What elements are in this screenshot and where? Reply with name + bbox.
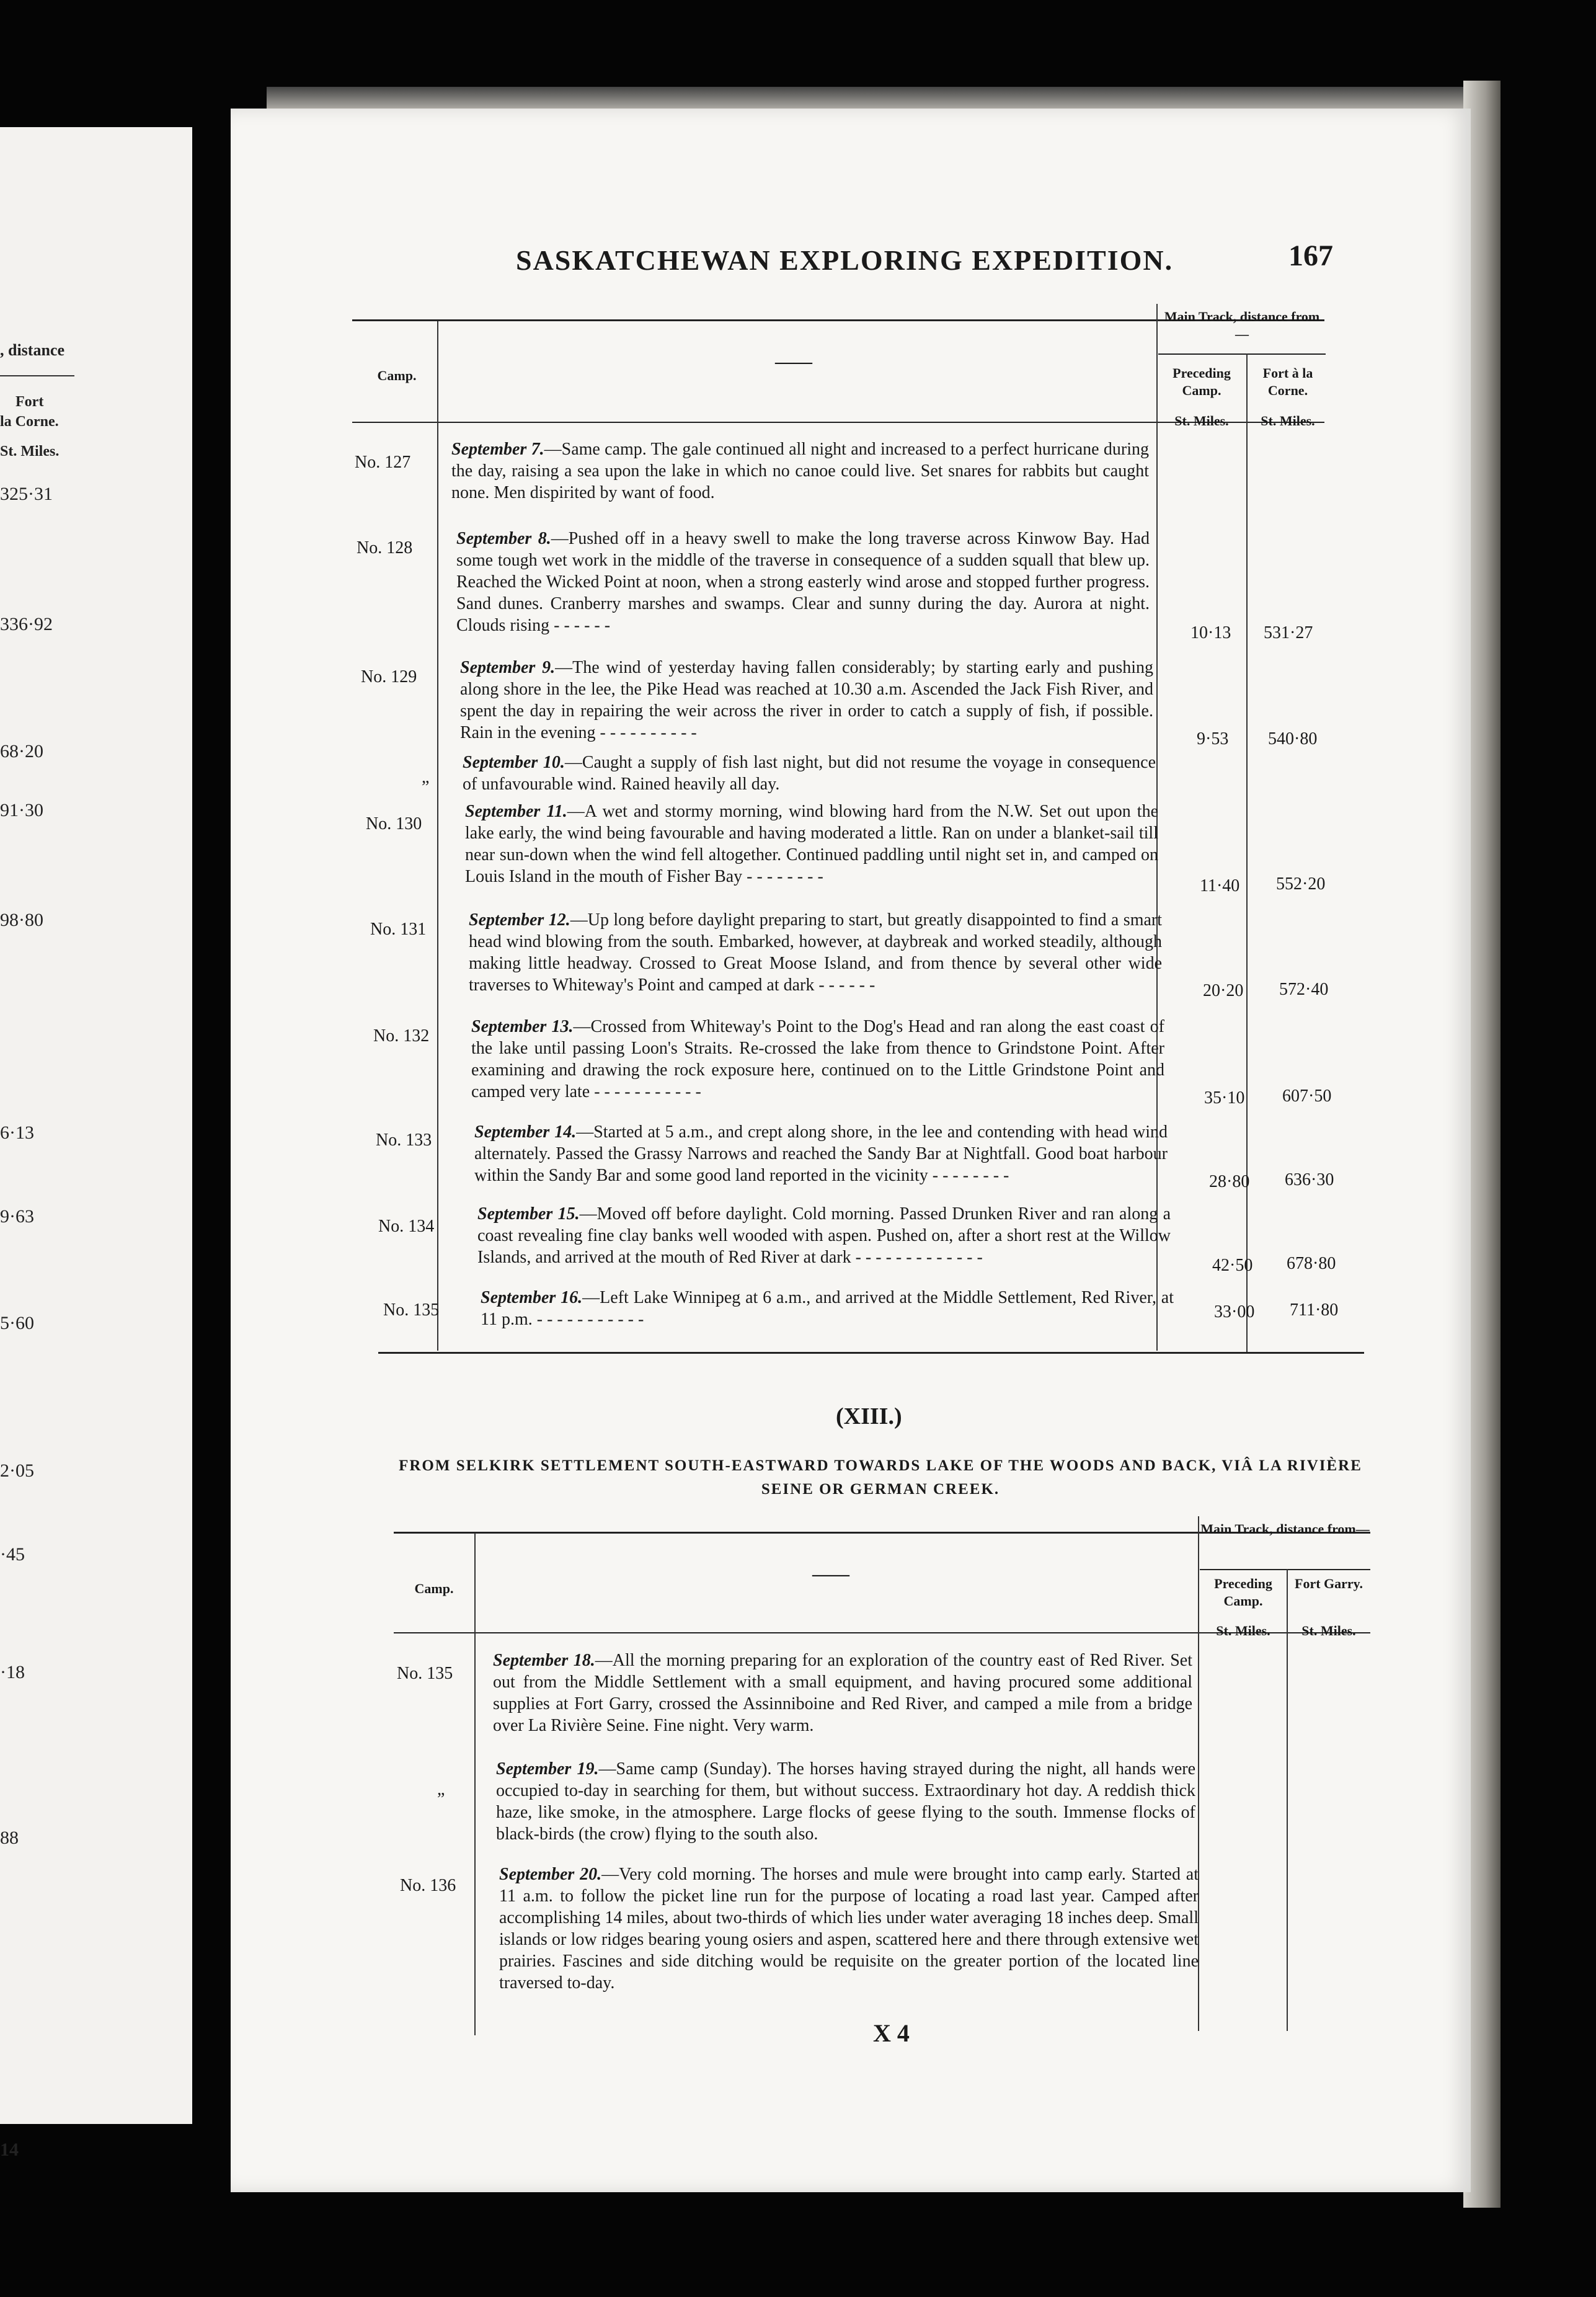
left-value: 98·80: [0, 910, 43, 930]
entry-text: —Same camp. The gale continued all night and increased to a perfect hurricane during the day, raising a sea upon the lake in which no canoe could live. Set snares for rabbits but caught none. Men dispirited by want of food.: [451, 440, 1149, 502]
left-value: 2·05: [0, 1460, 34, 1481]
table1-row-camp: No. 128: [357, 538, 413, 558]
entry-date: September 15.: [477, 1204, 580, 1224]
table2-unit-preceding: St. Miles.: [1216, 1623, 1270, 1638]
table1-unit-preceding: St. Miles.: [1174, 413, 1229, 429]
table1-row-fort: 678·80: [1287, 1254, 1336, 1273]
entry-date: September 11.: [465, 802, 567, 821]
left-value: 91·30: [0, 800, 43, 820]
table1-row-camp: No. 133: [376, 1131, 432, 1150]
table1-bottom-rule: [378, 1352, 1364, 1354]
table1-row-preceding: 33·00: [1214, 1302, 1255, 1322]
table1-row-entry: [460, 657, 1153, 744]
table2-row-camp: No. 135: [397, 1664, 453, 1683]
entry-date: September 14.: [474, 1122, 577, 1142]
table2-unit-fort: St. Miles.: [1301, 1623, 1356, 1638]
left-value: ·18: [0, 1662, 25, 1682]
table1-row-fort: 552·20: [1276, 874, 1326, 894]
left-header-fragment: , distance: [0, 341, 64, 359]
table1-row-entry: [481, 1287, 1174, 1330]
table2-col-camp: Camp.: [414, 1581, 454, 1596]
table1-row-entry: [463, 752, 1156, 795]
entry-date: September 13.: [471, 1017, 574, 1036]
table1-row-camp: No. 131: [370, 920, 427, 939]
page-top-edge: [267, 87, 1476, 112]
table1-row-preceding: 42·50: [1212, 1256, 1253, 1275]
table1-col-desc: ——: [775, 352, 812, 372]
left-value: 5·60: [0, 1313, 34, 1333]
entry-text: —Caught a supply of fish last night, but did not resume the voyage in consequence of unfavourable wind. Rained heavily all day.: [463, 753, 1156, 794]
entry-text: —Crossed from Whiteway's Point to the Dog's Head and ran along the east coast of the lake until passing Loon's Straits. Re-crossed the lake from thence to Grindstone Point. After examining and drawing the rock exposure here, continued on to the Little Grindstone Point and camped very late - - - - - - - - - - -: [471, 1017, 1165, 1101]
table1-maintrack-rule: [1158, 353, 1326, 355]
entry-text: —Pushed off in a heavy swell to make the long traverse across Kinwow Bay. Had some tough wet work in the middle of the traverse in consequence of a sudden squall that blew up. Reached the Wicked Point at noon, when a strong easterly wind arose and stopped further progress. Sand dunes. Cranberry marshes and swamps. Clear and sunny during the day. Aurora at night. Clouds rising - - - - - -: [456, 529, 1150, 635]
table1-row-camp: „: [422, 768, 430, 787]
section-title: FROM SELKIRK SETTLEMENT SOUTH-EASTWARD TOWARDS LAKE OF THE WOODS AND BACK, VIÂ LA RIVIÈRE SEINE OR GERMAN CREEK.: [399, 1457, 1362, 1498]
entry-text: —Left Lake Winnipeg at 6 a.m., and arrived at the Middle Settlement, Red River, at 11 p.m. - - - - - - - - - - -: [481, 1288, 1174, 1329]
table1-col-divider: [437, 321, 438, 1351]
table1-row-preceding: 28·80: [1209, 1172, 1250, 1191]
entry-text: —The wind of yesterday having fallen considerably; by starting early and pushing along shore in the lee, the Pike Head was reached at 10.30 a.m. Ascended the Jack Fish River, and spent the day in repairing the weir across the river in order to catch a supply of fish, if possible. Rain in the evening - - - - - - - - - -: [460, 658, 1153, 742]
table1-col-preceding: Preceding Camp.: [1173, 365, 1231, 398]
table1-row-camp: No. 132: [373, 1026, 430, 1046]
entry-text: —Up long before daylight preparing to start, but greatly disappointed to find a smart head wind blowing from the south. Embarked, however, at daybreak and worked steadily, although making little headway. Crossed to Great Moose Island, and from thence by several other wide traverses to Whiteway's Point and camped at dark - - - - - -: [469, 910, 1162, 995]
table1-unit-fort: St. Miles.: [1261, 413, 1315, 429]
table2-col-divider: [1287, 1569, 1288, 2031]
page-number: 167: [1288, 239, 1333, 272]
table1-row-fort: 607·50: [1282, 1086, 1332, 1106]
entry-date: September 20.: [499, 1865, 602, 1884]
entry-date: September 7.: [451, 440, 544, 459]
left-unit-fragment: St. Miles.: [0, 443, 60, 460]
entry-date: September 9.: [460, 658, 556, 677]
left-rule: [0, 375, 74, 376]
table2-row-camp: „: [437, 1780, 445, 1799]
left-value: 336·92: [0, 614, 53, 634]
entry-text: —Same camp (Sunday). The horses having strayed during the night, all hands were occupied to-day in searching for them, but without success. Extraordinary hot day. A reddish thick haze, like smoke, in the atmosphere. Large flocks of geese flying to the south. Immense flocks of black-birds (the crow) flying to the south also.: [496, 1759, 1196, 1844]
table2-col-fort: Fort Garry.: [1295, 1576, 1363, 1591]
left-value: 68·20: [0, 741, 43, 762]
table2-col-main-track: Main Track, distance from—: [1200, 1521, 1370, 1537]
entry-date: September 16.: [481, 1288, 583, 1307]
left-value: 88: [0, 1828, 19, 1848]
table1-row-preceding: 35·10: [1204, 1088, 1245, 1108]
entry-date: September 12.: [469, 910, 570, 930]
table2-col-divider: [474, 1533, 476, 2035]
entry-text: —All the morning preparing for an exploration of the country east of Red River. Set out from the Middle Settlement with a small equipment, and having procured some additional supplies at Fort Garry, crossed the Assinniboine and Red River, and camped a mile from a bridge over La Rivière Seine. Fine night. Very warm.: [493, 1651, 1192, 1735]
left-value: ·45: [0, 1544, 25, 1565]
left-value: 325·31: [0, 484, 53, 504]
left-value: 14: [0, 2139, 19, 2160]
table2-row-entry: [493, 1650, 1192, 1736]
table1-row-entry: [474, 1121, 1168, 1186]
running-title: SASKATCHEWAN EXPLORING EXPEDITION.: [516, 244, 1174, 276]
table1-row-entry: [465, 801, 1158, 887]
left-col-fragment: Fort: [16, 394, 44, 410]
left-page-fragment: [0, 127, 192, 2160]
entry-text: —Started at 5 a.m., and crept along shore, in the lee and contending with head wind alternately. Passed the Grassy Narrows and reached the Sandy Bar at Nightfall. Good boat harbour within the Sandy Bar and some good land reported in the vicinity - - - - - - - -: [474, 1122, 1168, 1185]
entry-date: September 19.: [496, 1759, 599, 1779]
table1-row-entry: [451, 438, 1149, 504]
entry-date: September 8.: [456, 529, 551, 548]
table1-row-entry: [469, 909, 1162, 996]
entry-text: —Moved off before daylight. Cold morning. Passed Drunken River and ran along a coast revealing fine clay banks well wooded with aspen. Pushed on, after a short rest at the Willow Islands, and arrived at the mouth of Red River at dark - - - - - - - - - - - - -: [477, 1204, 1171, 1267]
table1-row-preceding: 11·40: [1200, 876, 1240, 895]
table1-row-preceding: 20·20: [1203, 981, 1244, 1000]
table1-row-preceding: 9·53: [1197, 729, 1229, 749]
table2-col-preceding: Preceding Camp.: [1214, 1576, 1272, 1609]
table1-row-fort: 572·40: [1279, 980, 1329, 999]
table1-row-fort: 711·80: [1290, 1300, 1339, 1320]
table1-row-camp: No. 134: [378, 1217, 435, 1236]
signature-mark: X 4: [873, 2019, 910, 2047]
left-value: 9·63: [0, 1206, 34, 1227]
table2-row-camp: No. 136: [400, 1876, 456, 1895]
table1-col-divider: [1246, 353, 1248, 1352]
table1-col-fort: Fort à la Corne.: [1262, 365, 1313, 398]
table1-row-fort: 531·27: [1264, 623, 1313, 642]
table1-row-camp: No. 130: [366, 814, 422, 833]
table2-row-entry: [496, 1758, 1195, 1845]
entry-date: September 10.: [463, 753, 565, 772]
left-value: 6·13: [0, 1122, 34, 1143]
table1-row-entry: [477, 1203, 1171, 1268]
table1-col-main-track: Main Track, distance from—: [1164, 309, 1320, 342]
table1-row-fort: 636·30: [1285, 1170, 1334, 1189]
table1-row-camp: No. 135: [383, 1300, 440, 1320]
entry-date: September 18.: [493, 1651, 595, 1670]
table2-row-entry: [499, 1864, 1199, 1994]
table1-row-entry: [471, 1016, 1164, 1103]
table2-col-desc: ——: [812, 1564, 849, 1584]
table1-row-fort: 540·80: [1268, 729, 1318, 749]
table1-row-entry: [456, 528, 1150, 636]
entry-text: —Very cold morning. The horses and mule were brought into camp early. Started at 11 a.m. to follow the picket line run for the purpose of locating a road last year. Camped after accomplishing 14 miles, about two-thirds of which lies under water averaging 18 inches deep. Small islands or low ridges bearing young osiers and aspen, scattered here and there through extensive wet prairies. Fascines and side ditching would be requisite on the greater portion of the located line traversed to-day.: [499, 1865, 1199, 1993]
left-col-fragment: la Corne.: [0, 414, 59, 430]
table1-col-camp: Camp.: [377, 368, 417, 383]
entry-text: —A wet and stormy morning, wind blowing hard from the N.W. Set out upon the lake early, the wind being favourable and having moderated a little. Ran on under a blanket-sail till near sun-down when the wind fell altogether. Continued paddling until night set in, and camped on Louis Island in the mouth of Fisher Bay - - - - - - - -: [465, 802, 1159, 886]
table1-row-camp: No. 129: [361, 667, 417, 686]
table1-row-preceding: 10·13: [1190, 623, 1231, 642]
table2-maintrack-rule: [1200, 1569, 1370, 1570]
section-heading: (XIII.): [836, 1403, 902, 1429]
table1-row-camp: No. 127: [355, 453, 411, 472]
